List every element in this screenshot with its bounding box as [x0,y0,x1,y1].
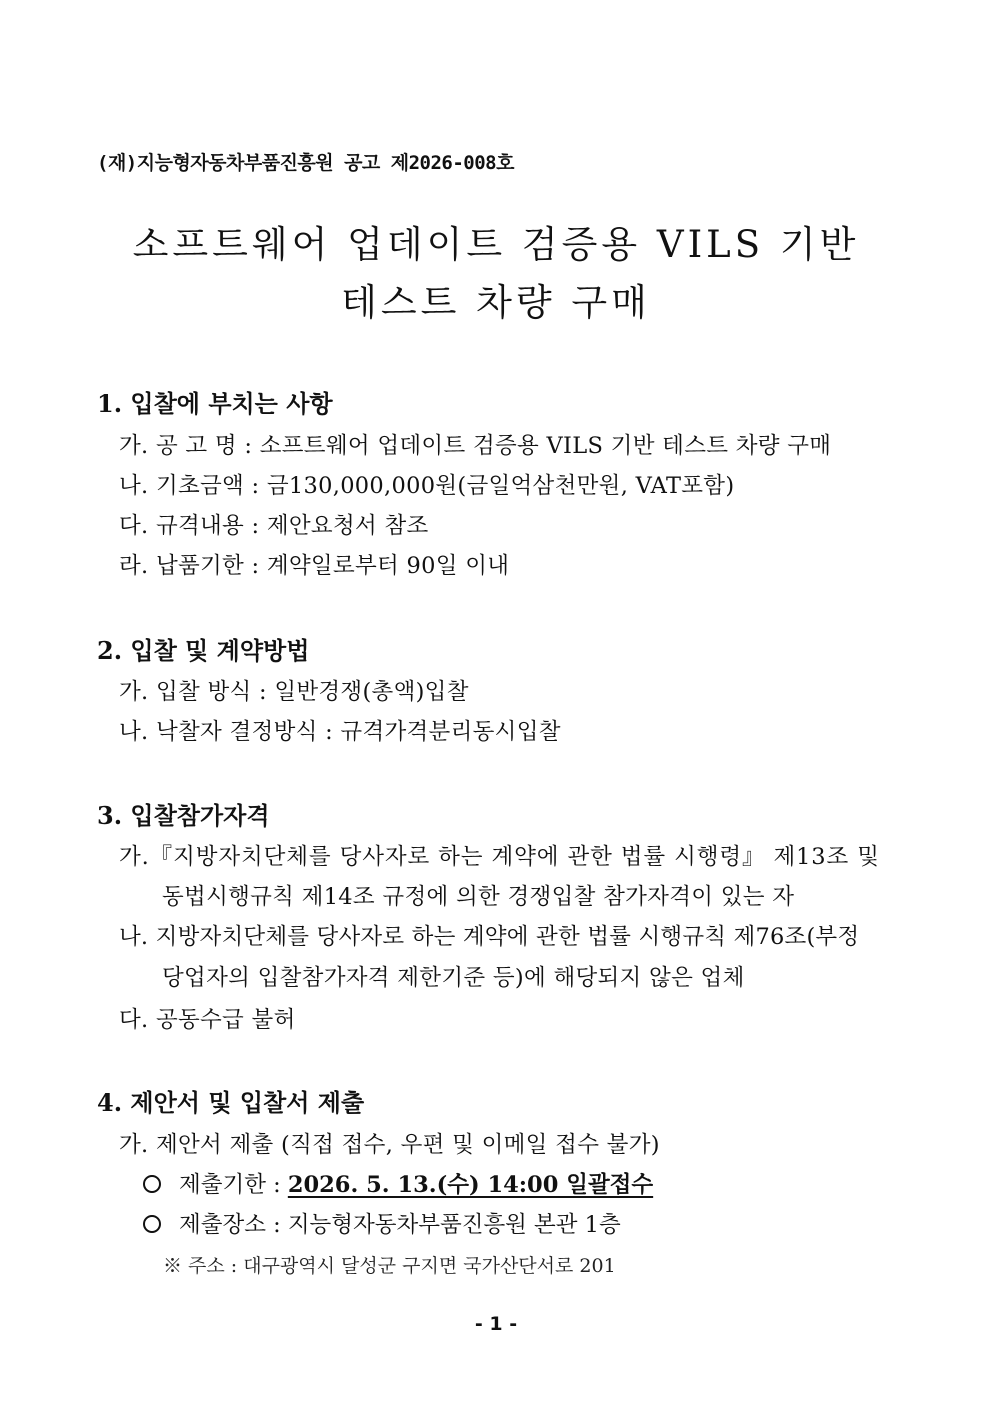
section3-item-a-line2: 동법시행규칙 제14조 규정에 의한 경쟁입찰 참가자격이 있는 자 [162,884,795,910]
section4-heading: 4. 제안서 및 입찰서 제출 [97,1088,365,1117]
address-note: ※ 주소 : 대구광역시 달성군 구지면 국가산단서로 201 [163,1255,616,1277]
section2-item-a: 가. 입찰 방식 : 일반경쟁(총액)입찰 [119,679,469,705]
section3-heading: 3. 입찰참가자격 [97,801,270,830]
section1-item-b: 나. 기초금액 : 금130,000,000원(금일억삼천만원, VAT포함) [119,473,735,499]
place-bullet [143,1207,621,1239]
page-number: - 1 - [474,1313,518,1335]
section2-item-b: 나. 낙찰자 결정방식 : 규격가격분리동시입찰 [119,719,561,745]
section3-item-c: 다. 공동수급 불허 [119,1007,296,1033]
place-text: 제출장소 : 지능형자동차부품진흥원 본관 1층 [179,1212,621,1238]
document-title-line2: 테스트 차량 구매 [341,281,651,324]
section4-item-a: 가. 제안서 제출 (직접 접수, 우편 및 이메일 접수 불가) [119,1132,660,1158]
section1-heading: 1. 입찰에 부치는 사항 [97,389,333,418]
section3-item-a-line1: 가.『지방자치단체를 당사자로 하는 계약에 관한 법률 시행령』 제13조 및 [119,844,880,870]
section1-item-c: 다. 규격내용 : 제안요청서 참조 [119,513,429,539]
section1-item-d: 라. 납품기한 : 계약일로부터 90일 이내 [119,553,510,579]
circle-bullet-icon [143,1175,161,1193]
deadline-label: 제출기한 : [179,1172,288,1198]
circle-bullet-icon [143,1215,161,1233]
section1-item-a: 가. 공 고 명 : 소프트웨어 업데이트 검증용 VILS 기반 테스트 차량 구매 [119,433,832,459]
deadline-value: 2026. 5. 13.(수) 14:00 일괄접수 [287,1172,654,1198]
notice-number: (재)지능형자동차부품진흥원 공고 제2026-008호 [97,152,514,174]
document-title-line1: 소프트웨어 업데이트 검증용 VILS 기반 [132,223,860,266]
section3-item-b-line2: 당업자의 입찰참가자격 제한기준 등)에 해당되지 않은 업체 [162,965,745,991]
deadline-bullet [143,1167,653,1199]
section3-item-b-line1: 나. 지방자치단체를 당사자로 하는 계약에 관한 법률 시행규칙 제76조(부정 [119,924,860,950]
section2-heading: 2. 입찰 및 계약방법 [97,636,310,665]
